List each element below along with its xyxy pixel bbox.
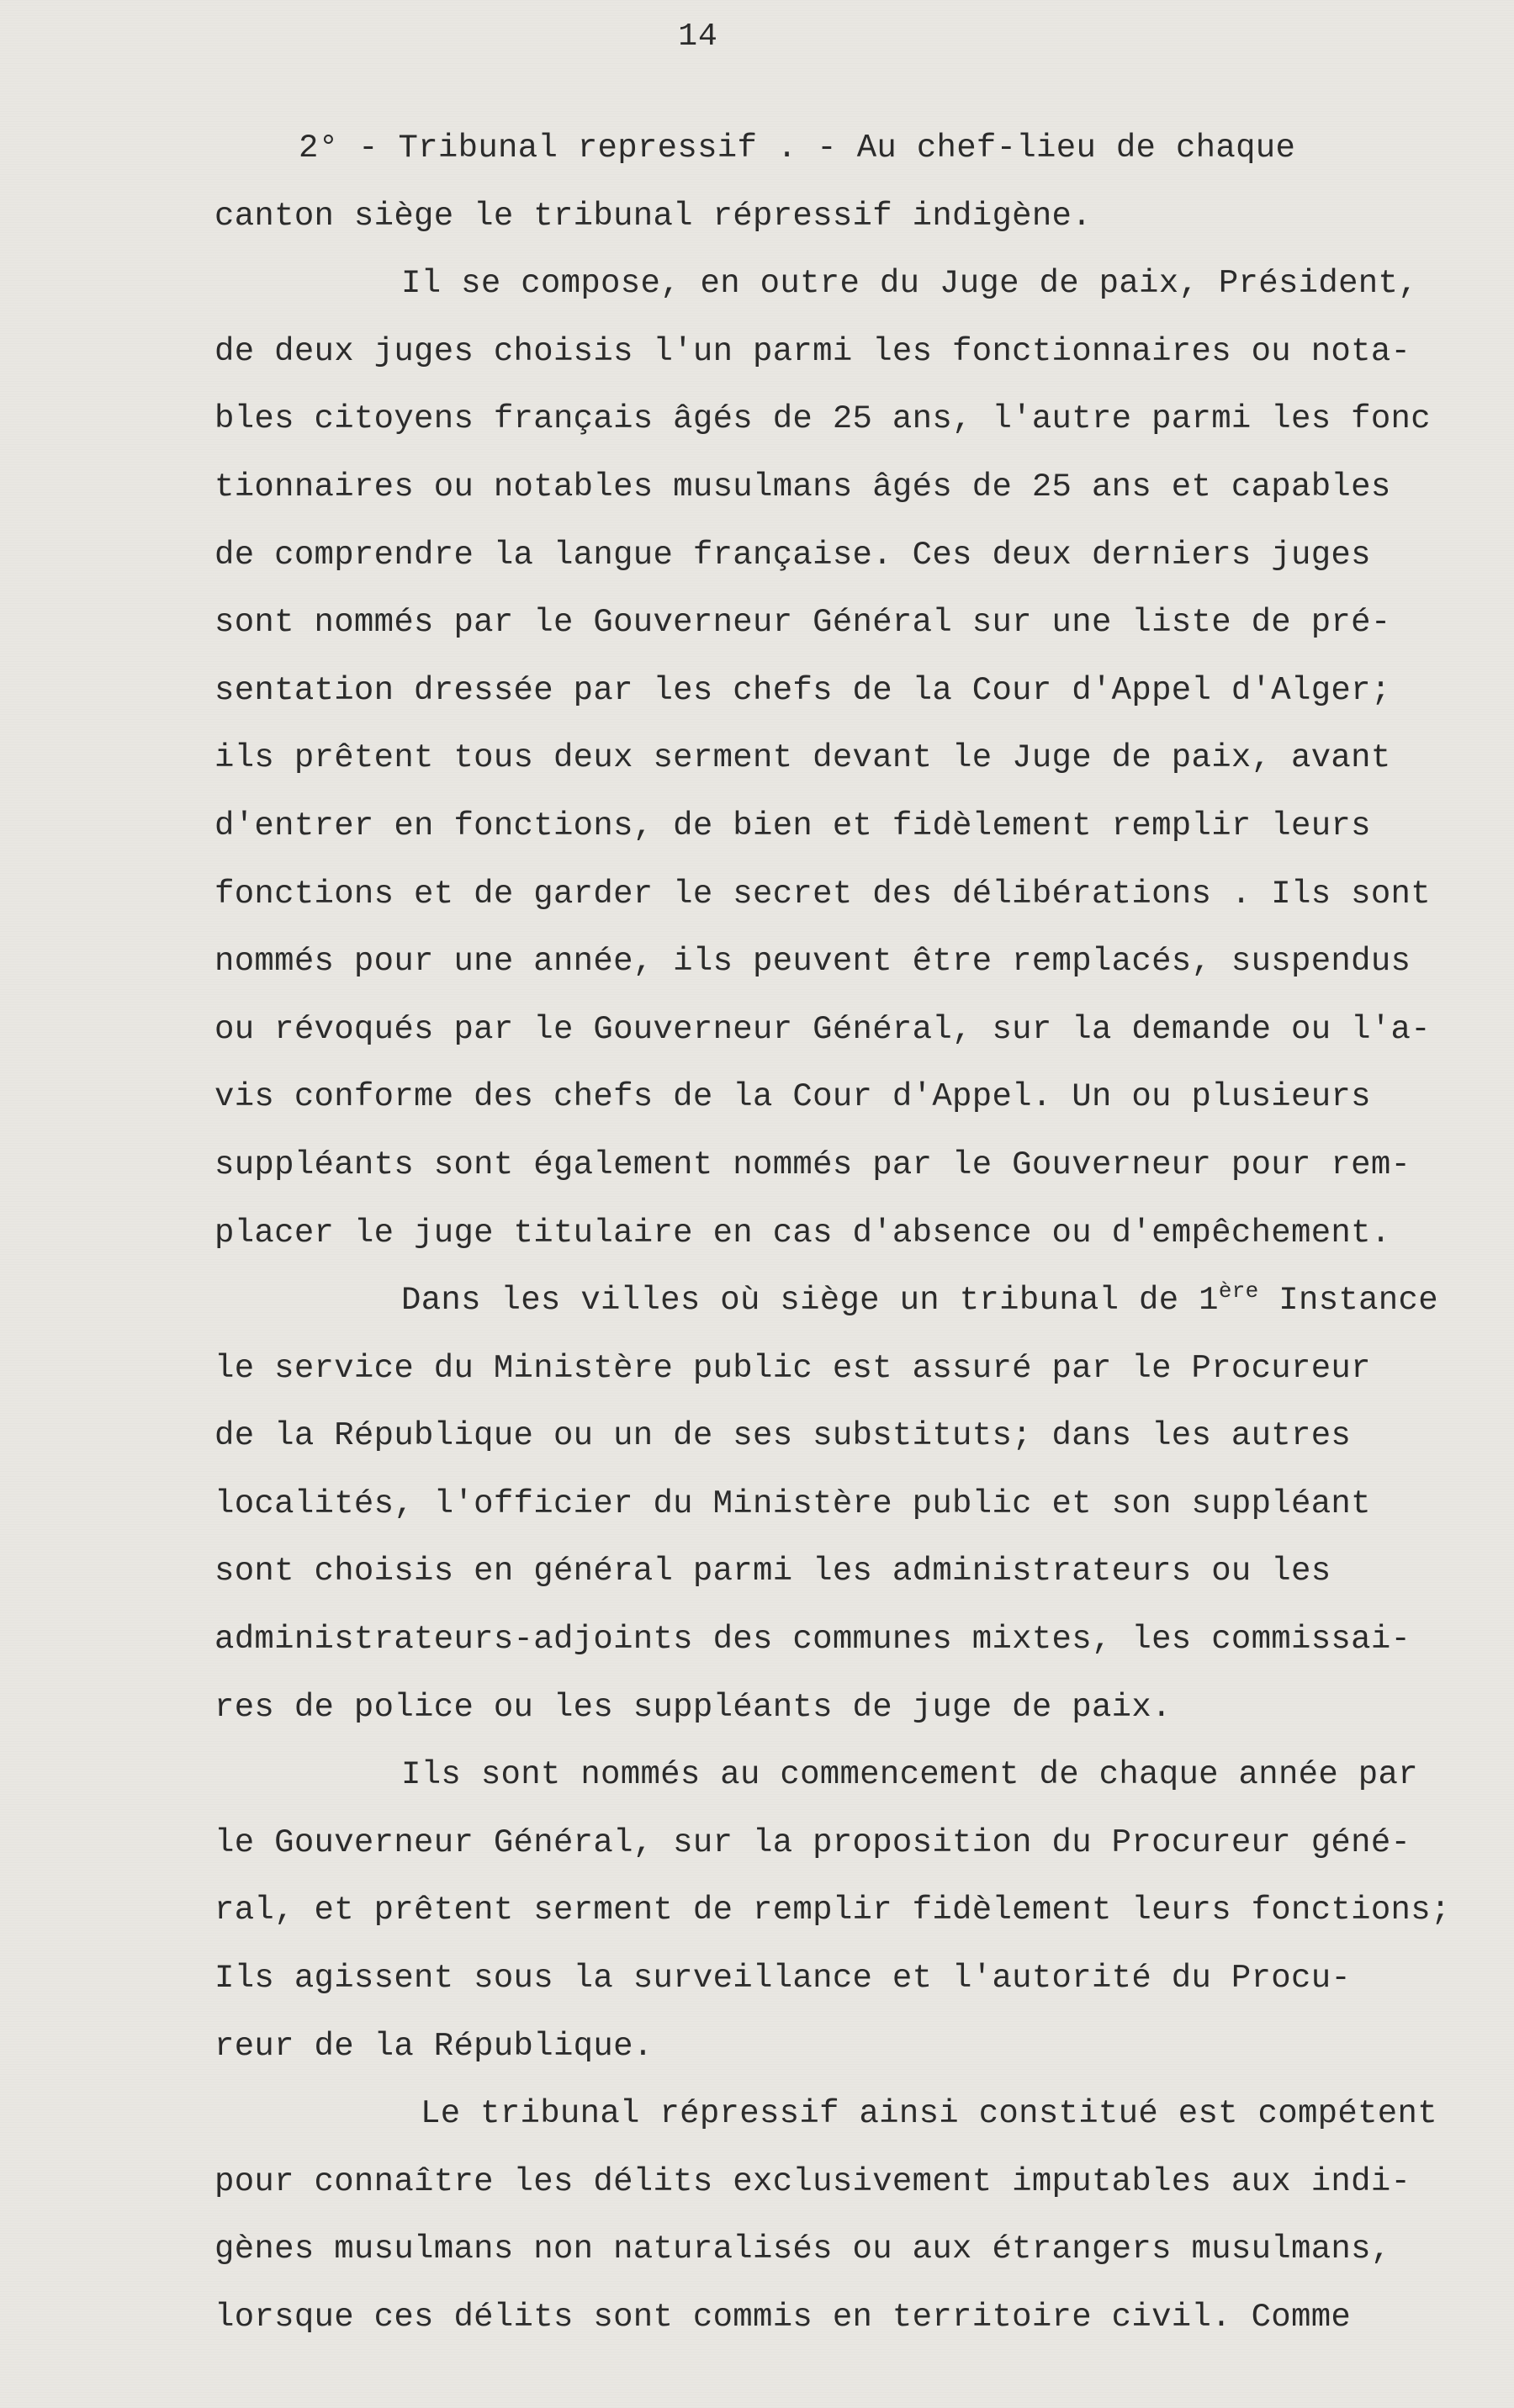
text-line: [214, 1741, 1501, 1809]
text-line: [214, 2013, 1501, 2081]
text-line-content: localités, l'officier du Ministère public et son suppléant: [214, 1484, 1371, 1522]
text-line: [214, 2215, 1501, 2284]
text-line-content: administrateurs-adjoints des communes mixtes, les commissai-: [214, 1621, 1411, 1659]
text-line: [214, 928, 1501, 996]
text-line-content: Dans les villes où siège un tribunal de 1: [401, 1282, 1219, 1320]
text-line: [214, 2080, 1501, 2148]
text-line-content: tionnaires ou notables musulmans âgés de 25 ans et capables: [214, 468, 1391, 505]
text-line-content: 2° - Tribunal repressif . - Au chef-lieu de chaque: [299, 130, 1296, 167]
text-line-content: ral, et prêtent serment de remplir fidèlement leurs fonctions;: [214, 1892, 1451, 1929]
text-line: [214, 1809, 1501, 1877]
text-line: [214, 1335, 1501, 1403]
text-line-continuation: Instance: [1258, 1282, 1438, 1320]
text-line: [214, 996, 1501, 1064]
text-line-content: lorsque ces délits sont commis en territoire civil. Comme: [214, 2299, 1352, 2336]
text-line: [214, 724, 1501, 792]
text-line: [214, 1267, 1501, 1335]
text-line: [214, 1402, 1501, 1470]
text-line-content: nommés pour une année, ils peuvent être remplacés, suspendus: [214, 943, 1411, 981]
text-line-content: le service du Ministère public est assuré par le Procureur: [214, 1349, 1371, 1387]
text-line: [214, 1537, 1501, 1606]
text-line: [214, 1063, 1501, 1131]
text-line: [214, 250, 1501, 318]
text-line-content: Ils sont nommés au commencement de chaque année par: [401, 1756, 1418, 1794]
text-line-content: canton siège le tribunal répressif indigène.: [214, 197, 1092, 235]
text-line-content: sont nommés par le Gouverneur Général sur une liste de pré-: [214, 604, 1391, 642]
text-line-content: res de police ou les suppléants de juge de paix.: [214, 1688, 1172, 1726]
text-line-content: de comprendre la langue française. Ces deux derniers juges: [214, 536, 1371, 574]
text-line-content: gènes musulmans non naturalisés ou aux étrangers musulmans,: [214, 2231, 1391, 2268]
text-line: [214, 114, 1501, 183]
text-line-content: placer le juge titulaire en cas d'absence ou d'empêchement.: [214, 1214, 1391, 1252]
text-line: [214, 2284, 1501, 2352]
text-line: [214, 1606, 1501, 1674]
text-line-content: reur de la République.: [214, 2027, 654, 2065]
text-line: [214, 1470, 1501, 1538]
text-line: [214, 318, 1501, 386]
text-line: [214, 1199, 1501, 1268]
text-line: [214, 453, 1501, 521]
text-line-content: de la République ou un de ses substituts; dans les autres: [214, 1417, 1352, 1455]
text-line: [214, 1674, 1501, 1742]
text-line: [214, 385, 1501, 453]
text-line: [214, 792, 1501, 860]
text-line-content: sont choisis en général parmi les administrateurs ou les: [214, 1553, 1331, 1590]
text-line-content: vis conforme des chefs de la Cour d'Appel. Un ou plusieurs: [214, 1078, 1371, 1116]
text-line: [214, 1876, 1501, 1945]
text-line-content: ils prêtent tous deux serment devant le Juge de paix, avant: [214, 739, 1391, 777]
text-line-content: bles citoyens français âgés de 25 ans, l'autre parmi les fonc: [214, 400, 1431, 438]
text-line-content: sentation dressée par les chefs de la Cour d'Appel d'Alger;: [214, 671, 1391, 709]
superscript: ère: [1218, 1278, 1259, 1305]
text-line: [214, 657, 1501, 725]
text-line-content: Le tribunal répressif ainsi constitué est compétent: [421, 2095, 1437, 2133]
text-line: [214, 1945, 1501, 2013]
text-line-content: le Gouverneur Général, sur la proposition du Procureur géné-: [214, 1823, 1411, 1861]
text-line: [214, 2148, 1501, 2216]
text-line-content: d'entrer en fonctions, de bien et fidèlement remplir leurs: [214, 807, 1371, 844]
text-line: [214, 183, 1501, 251]
text-line-content: suppléants sont également nommés par le Gouverneur pour rem-: [214, 1146, 1411, 1183]
page-number: 14: [678, 19, 718, 55]
text-line-content: ou révoqués par le Gouverneur Général, sur la demande ou l'a-: [214, 1010, 1431, 1048]
text-line: [214, 589, 1501, 657]
text-line: [214, 860, 1501, 929]
body-text: [214, 114, 1501, 2352]
text-line-content: Ils agissent sous la surveillance et l'autorité du Procu-: [214, 1960, 1352, 1998]
text-line: [214, 1131, 1501, 1199]
text-line: [214, 521, 1501, 590]
text-line-content: pour connaître les délits exclusivement imputables aux indi-: [214, 2162, 1411, 2200]
text-line-content: fonctions et de garder le secret des délibérations . Ils sont: [214, 875, 1431, 913]
text-line-content: de deux juges choisis l'un parmi les fonctionnaires ou nota-: [214, 332, 1411, 370]
text-line-content: Il se compose, en outre du Juge de paix, Président,: [401, 265, 1418, 303]
